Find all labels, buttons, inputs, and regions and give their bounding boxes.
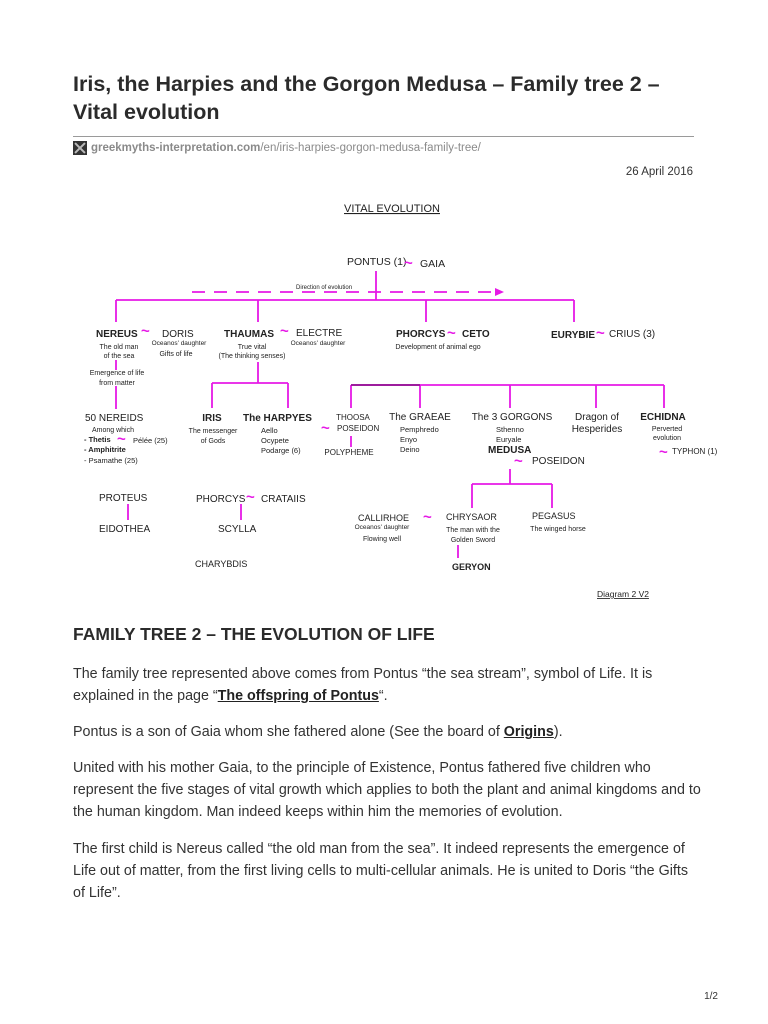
electre-desc: Oceanos' daughter <box>290 340 346 347</box>
paragraph-2-text: Pontus is a son of Gaia whom she fathered alone (See the board of <box>73 724 504 740</box>
pegasus-label: PEGASUS <box>532 511 576 521</box>
source-path[interactable]: /en/iris-harpies-gorgon-medusa-family-tree/ <box>260 142 481 154</box>
origins-link[interactable]: Origins <box>503 724 554 740</box>
union-mark: ~ <box>596 325 605 342</box>
diagram-heading: VITAL EVOLUTION <box>344 203 440 215</box>
direction-arrowhead <box>495 288 504 296</box>
crius-label: CRIUS (3) <box>609 329 656 340</box>
page-number: 1/2 <box>704 991 718 1002</box>
aello-label: Aello <box>261 426 278 435</box>
proteus-label: PROTEUS <box>99 493 148 504</box>
union-mark: ~ <box>280 323 289 340</box>
poseidon-label-2: POSEIDON <box>532 456 585 467</box>
offspring-of-pontus-link[interactable]: The offspring of Pontus <box>217 688 379 704</box>
medusa-label: MEDUSA <box>488 445 532 456</box>
polypheme-label: POLYPHEME <box>324 448 374 457</box>
paragraph-2 <box>73 721 703 743</box>
pegasus-desc: The winged horse <box>530 526 586 533</box>
iris-label: IRIS <box>202 413 222 424</box>
phorcys-desc: Development of animal ego <box>395 344 481 351</box>
nereus-label: NEREUS <box>96 329 138 340</box>
chrysaor-desc-1: The man with the <box>446 527 500 534</box>
paragraph-1-text: The family tree represented above comes from Pontus “the sea stream”, symbol of Life. It is explained in the page “ <box>73 666 653 704</box>
union-mark: ~ <box>246 489 255 506</box>
union-mark: ~ <box>141 323 150 340</box>
enyo-label: Enyo <box>400 435 418 444</box>
pemphredo-label: Pemphredo <box>400 425 439 434</box>
page-title: Iris, the Harpies and the Gorgon Medusa – Family tree 2 – Vital evolution <box>73 72 660 124</box>
publish-date: 26 April 2016 <box>625 166 693 178</box>
nereids-among: Among which <box>91 427 135 434</box>
harpyes-label: The HARPYES <box>243 413 312 424</box>
pontus-label: PONTUS (1) <box>347 256 407 268</box>
pelee-label: Pélée (25) <box>133 436 168 445</box>
poseidon-label-1: POSEIDON <box>337 424 380 433</box>
nereids-label: 50 NEREIDS <box>85 413 144 424</box>
paragraph-1 <box>73 663 703 707</box>
section-heading: FAMILY TREE 2 – THE EVOLUTION OF LIFE <box>73 624 435 644</box>
gorgons-label: The 3 GORGONS <box>471 412 553 423</box>
thoosa-label: THOOSA <box>336 413 370 422</box>
typhon-label: TYPHON (1) <box>672 447 718 456</box>
crataiis-label: CRATAIIS <box>261 494 306 505</box>
scylla-label: SCYLLA <box>218 524 257 535</box>
doris-label: DORIS <box>162 329 194 340</box>
podarge-label: Podarge (6) <box>261 446 301 455</box>
geryon-label: GERYON <box>452 562 491 572</box>
union-mark: ~ <box>423 509 432 526</box>
nereus-desc-2: of the sea <box>103 353 135 360</box>
callirhoe-desc-1: Oceanos' daughter <box>354 524 410 531</box>
ocypete-label: Ocypete <box>261 436 289 445</box>
union-mark: ~ <box>659 444 668 461</box>
union-mark: ~ <box>321 420 330 437</box>
emergence-line-2: from matter <box>99 380 135 387</box>
union-mark: ~ <box>404 255 413 272</box>
chrysaor-label: CHRYSAOR <box>446 512 497 522</box>
union-mark: ~ <box>447 325 456 342</box>
emergence-line-1: Emergence of life <box>89 370 145 377</box>
echidna-label: ECHIDNA <box>640 412 686 423</box>
dragon-label-1: Dragon of <box>575 412 619 423</box>
euryale-label: Euryale <box>496 435 522 444</box>
eidothea-label: EIDOTHEA <box>99 524 151 535</box>
ceto-label: CETO <box>462 329 490 340</box>
nereus-desc-1: The old man <box>99 344 139 351</box>
paragraph-2-end: ). <box>553 724 563 740</box>
source-domain[interactable]: greekmyths-interpretation.com <box>91 142 261 154</box>
paragraph-4: The first child is Nereus called “the old man from the sea”. It indeed represents the emergence of Life out of matter, from the first living cells to multi-cellular animals. He is united to Doris “the Gifts of Life”. <box>73 841 688 901</box>
union-mark: ~ <box>514 453 523 470</box>
paragraph-3: United with his mother Gaia, to the principle of Existence, Pontus fathered five children who represent the five stages of vital growth which applies to both the plant and animal kingdoms and to the human kingdom. Man indeed keeps within him the memories of evolution. <box>73 760 701 820</box>
psamathe-label: - Psamathe (25) <box>84 456 138 465</box>
phorcys2-label: PHORCYS <box>196 494 246 505</box>
charybdis-label: CHARYBDIS <box>195 559 248 569</box>
paragraph-1-end: “. <box>378 688 388 704</box>
thaumas-desc-2: (The thinking senses) <box>218 353 286 360</box>
thetis-label: - Thetis <box>84 435 111 444</box>
deino-label: Deino <box>400 445 420 454</box>
doris-desc-1: Oceanos' daughter <box>151 340 207 347</box>
callirhoe-desc-2: Flowing well <box>362 536 402 543</box>
electre-label: ELECTRE <box>296 328 343 339</box>
callirhoe-label: CALLIRHOE <box>358 513 410 523</box>
amphitrite-label: - Amphitrite <box>84 445 126 454</box>
dragon-label-2: Hesperides <box>571 424 623 435</box>
union-mark: ~ <box>117 431 126 448</box>
iris-desc-2: of Gods <box>200 438 226 445</box>
thaumas-label: THAUMAS <box>224 329 274 340</box>
thaumas-desc-1: True vital <box>237 344 267 351</box>
echidna-desc-2: evolution <box>652 435 682 442</box>
phorcys-label: PHORCYS <box>396 329 446 340</box>
direction-label: Direction of evolution <box>296 285 353 291</box>
sthenno-label: Sthenno <box>496 425 524 434</box>
graeae-label: The GRAEAE <box>389 412 451 423</box>
eurybie-label: EURYBIE <box>551 330 596 341</box>
diagram-caption: Diagram 2 V2 <box>597 589 649 599</box>
doris-desc-2: Gifts of life <box>159 351 193 358</box>
gaia-label: GAIA <box>420 258 446 270</box>
iris-desc-1: The messenger <box>188 428 238 435</box>
echidna-desc-1: Perverted <box>651 426 683 433</box>
chrysaor-desc-2: Golden Sword <box>450 537 496 544</box>
